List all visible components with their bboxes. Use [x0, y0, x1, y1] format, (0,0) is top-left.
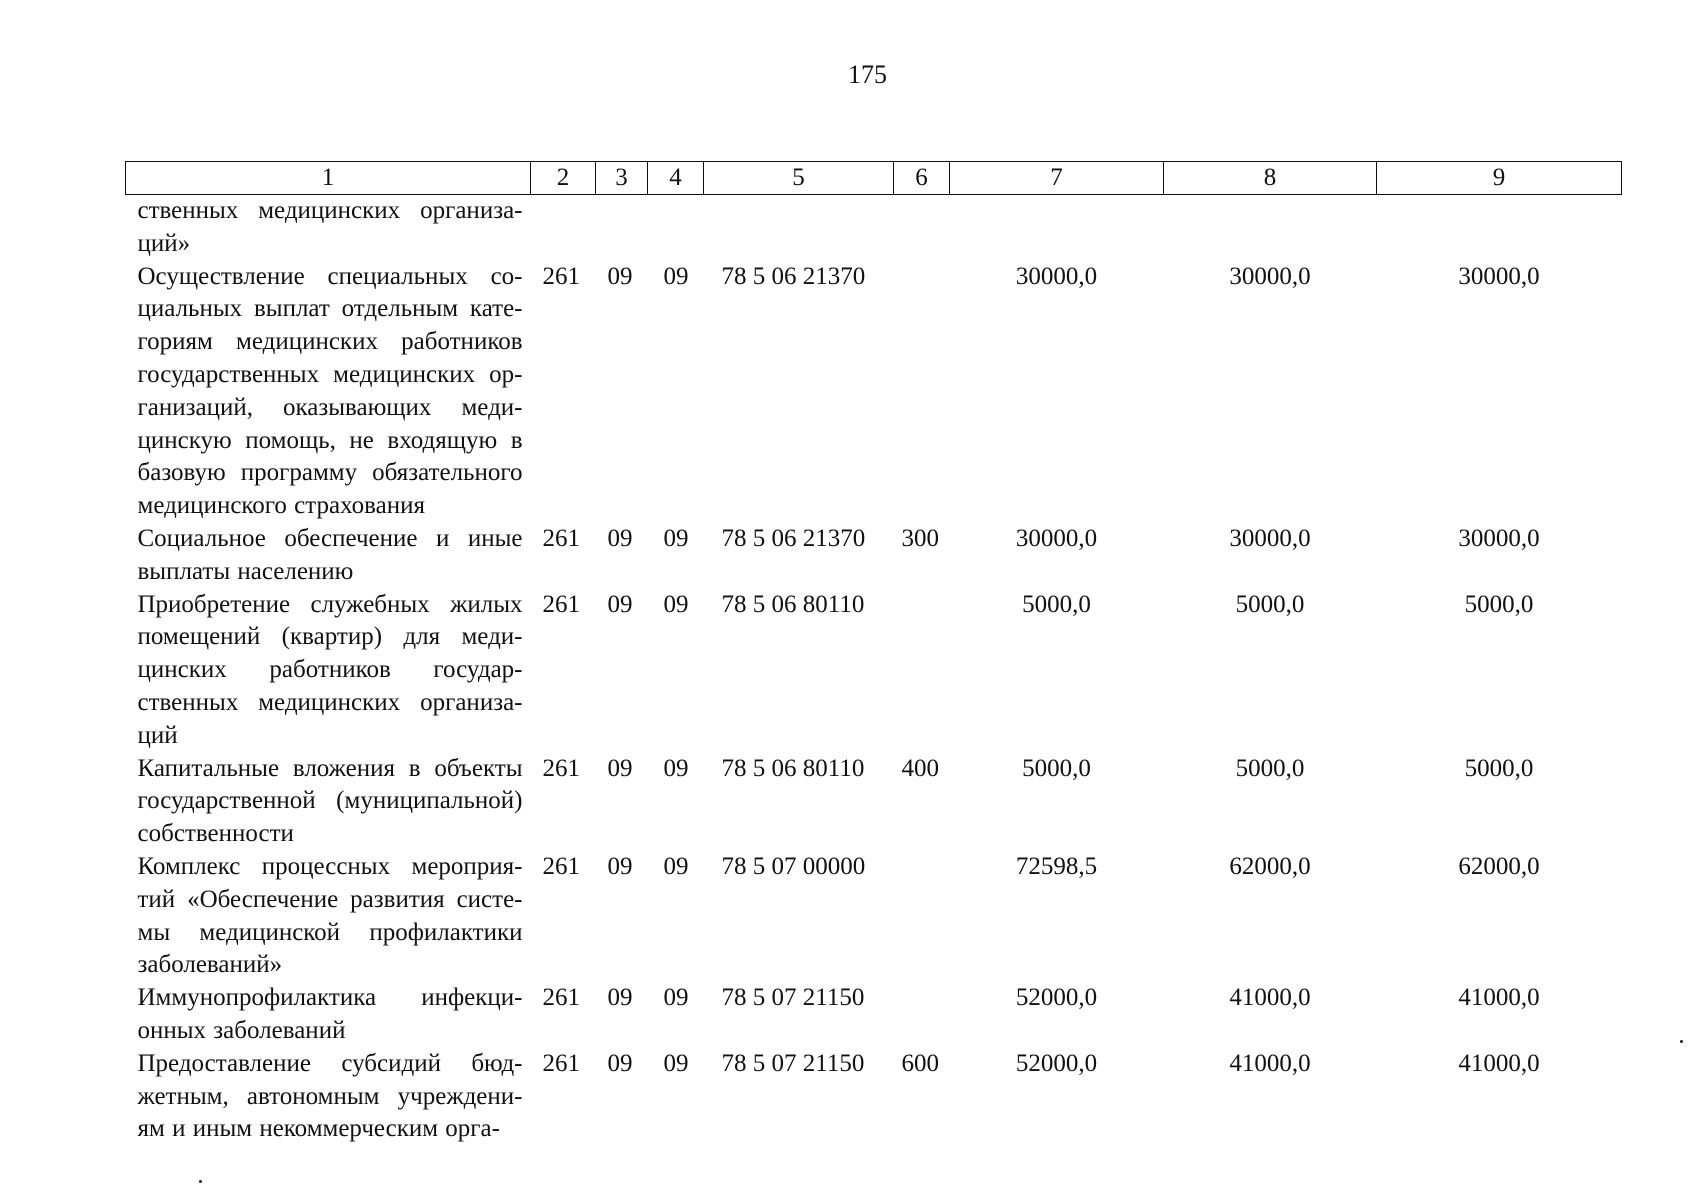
cell-vr — [894, 589, 950, 753]
cell-gr: 261 — [542, 590, 580, 618]
cell-gr: 261 — [542, 262, 580, 290]
cell-amount-2: 5000,0 — [1235, 754, 1305, 782]
cell-vr — [894, 195, 950, 261]
cell-amount-1: 72598,5 — [1015, 852, 1098, 880]
cell-vr — [894, 851, 950, 982]
cell-amount-2: 62000,0 — [1229, 852, 1311, 880]
table-row — [126, 261, 1622, 523]
cell-amount-2: 41000,0 — [1229, 1049, 1311, 1077]
scan-dot — [1680, 1040, 1683, 1043]
description-line: выплаты населению — [137, 557, 354, 585]
table-row — [126, 1048, 1622, 1146]
cell-amount-3: 41000,0 — [1458, 1049, 1540, 1077]
cell-vr: 600 — [901, 1049, 939, 1077]
description-line: заболеваний» — [137, 951, 283, 979]
cell-cs: 78 5 07 21150 — [721, 984, 865, 1012]
cell-description — [126, 589, 531, 753]
header-col-2: 2 — [531, 162, 596, 195]
cell-amount-2 — [1164, 195, 1377, 261]
table-row — [126, 851, 1622, 982]
description-line: ганизаций, оказывающих меди- — [137, 393, 523, 421]
cell-rz: 09 — [607, 754, 633, 782]
cell-amount-1: 30000,0 — [1015, 262, 1098, 290]
cell-pr: 09 — [663, 984, 689, 1012]
cell-rz: 09 — [607, 984, 633, 1012]
description-line: базовую программу обязательного — [137, 459, 523, 487]
cell-cs: 78 5 06 21370 — [721, 524, 866, 552]
cell-amount-3: 41000,0 — [1458, 984, 1540, 1012]
cell-rz: 09 — [607, 524, 633, 552]
cell-rz: 09 — [607, 852, 633, 880]
description-line: тий «Обеспечение развития систе- — [137, 885, 523, 913]
description-line: государственной (муниципальной) — [137, 787, 523, 815]
table-row — [126, 753, 1622, 851]
cell-amount-3: 5000,0 — [1464, 590, 1534, 618]
header-col-6: 6 — [894, 162, 950, 195]
table-row — [126, 523, 1622, 589]
description-line: ций» — [137, 229, 191, 257]
cell-vr: 300 — [901, 524, 939, 552]
cell-description — [126, 753, 531, 851]
table-row — [126, 589, 1622, 753]
cell-amount-2: 5000,0 — [1235, 590, 1305, 618]
cell-amount-1: 30000,0 — [1015, 524, 1098, 552]
description-line: цинскую помощь, не входящую в — [137, 426, 523, 454]
cell-pr: 09 — [663, 852, 689, 880]
cell-rz: 09 — [607, 590, 633, 618]
cell-cs — [704, 195, 894, 261]
description-line: Капитальные вложения в объекты — [137, 754, 523, 782]
cell-cs: 78 5 07 00000 — [721, 852, 866, 880]
cell-pr: 09 — [663, 524, 689, 552]
header-col-1: 1 — [126, 162, 531, 195]
scan-dot — [199, 1180, 202, 1183]
description-line: Социальное обеспечение и иные — [137, 524, 523, 552]
cell-cs: 78 5 06 80110 — [721, 754, 865, 782]
cell-gr — [531, 195, 596, 261]
header-col-3: 3 — [596, 162, 648, 195]
cell-description — [126, 851, 531, 982]
description-line: государственных медицинских ор- — [137, 360, 523, 388]
description-line: ственных медицинских организа- — [137, 688, 523, 716]
page-number: 175 — [848, 60, 887, 89]
cell-gr: 261 — [542, 984, 580, 1012]
cell-description — [126, 523, 531, 589]
cell-vr — [894, 261, 950, 523]
description-line: Комплекс процессных мероприя- — [137, 852, 523, 880]
description-line: цинских работников государ- — [137, 656, 523, 684]
cell-amount-1 — [950, 195, 1164, 261]
description-line: Приобретение служебных жилых — [137, 590, 523, 618]
description-line: Осуществление специальных со- — [137, 262, 523, 290]
cell-gr: 261 — [542, 524, 580, 552]
cell-amount-3: 30000,0 — [1458, 524, 1540, 552]
cell-vr: 400 — [901, 754, 939, 782]
cell-amount-1: 5000,0 — [1022, 590, 1091, 618]
cell-amount-3: 30000,0 — [1458, 262, 1540, 290]
cell-pr — [648, 195, 704, 261]
cell-amount-1: 52000,0 — [1015, 1049, 1098, 1077]
cell-pr: 09 — [663, 754, 689, 782]
cell-amount-3 — [1377, 195, 1622, 261]
table-body — [126, 195, 1622, 1147]
header-col-7: 7 — [950, 162, 1164, 195]
cell-pr: 09 — [663, 1049, 689, 1077]
description-line: гориям медицинских работников — [137, 328, 523, 356]
cell-description — [126, 261, 531, 523]
cell-cs: 78 5 06 21370 — [721, 262, 866, 290]
cell-cs: 78 5 07 21150 — [721, 1049, 865, 1077]
cell-description — [126, 195, 531, 261]
description-line: Предоставление субсидий бюд- — [137, 1049, 523, 1077]
description-line: помещений (квартир) для меди- — [137, 623, 523, 651]
cell-gr: 261 — [542, 852, 580, 880]
cell-pr: 09 — [663, 590, 689, 618]
cell-description — [126, 1048, 531, 1146]
header-col-9: 9 — [1377, 162, 1622, 195]
cell-description — [126, 982, 531, 1048]
budget-table — [125, 161, 1622, 1146]
description-line: жетным, автономным учреждени- — [137, 1082, 523, 1110]
description-line: ственных медицинских организа- — [137, 197, 523, 224]
table-row — [126, 195, 1622, 261]
description-line: собственности — [137, 820, 294, 848]
description-line: циальных выплат отдельным кате- — [137, 295, 523, 323]
header-col-4: 4 — [648, 162, 704, 195]
table-row — [126, 982, 1622, 1048]
cell-rz — [596, 195, 648, 261]
cell-rz: 09 — [607, 262, 633, 290]
cell-amount-2: 41000,0 — [1229, 984, 1311, 1012]
cell-vr — [894, 982, 950, 1048]
description-line: ций — [137, 721, 178, 749]
cell-amount-2: 30000,0 — [1229, 524, 1311, 552]
description-line: Иммунопрофилактика инфекци- — [137, 984, 523, 1012]
cell-amount-1: 5000,0 — [1022, 754, 1091, 782]
cell-amount-2: 30000,0 — [1229, 262, 1311, 290]
cell-amount-3: 5000,0 — [1464, 754, 1534, 782]
cell-rz: 09 — [607, 1049, 633, 1077]
header-row — [126, 162, 1622, 195]
header-col-8: 8 — [1164, 162, 1377, 195]
cell-cs: 78 5 06 80110 — [721, 590, 865, 618]
cell-gr: 261 — [542, 754, 580, 782]
description-line: мы медицинской профилактики — [137, 918, 523, 946]
description-line: онных заболеваний — [137, 1016, 346, 1044]
header-col-5: 5 — [704, 162, 894, 195]
cell-pr: 09 — [663, 262, 689, 290]
cell-amount-3: 62000,0 — [1458, 852, 1540, 880]
description-line: медицинского страхования — [137, 492, 425, 520]
cell-amount-1: 52000,0 — [1015, 984, 1098, 1012]
description-line: ям и иным некоммерческим орга- — [137, 1115, 500, 1143]
cell-gr: 261 — [542, 1049, 580, 1077]
